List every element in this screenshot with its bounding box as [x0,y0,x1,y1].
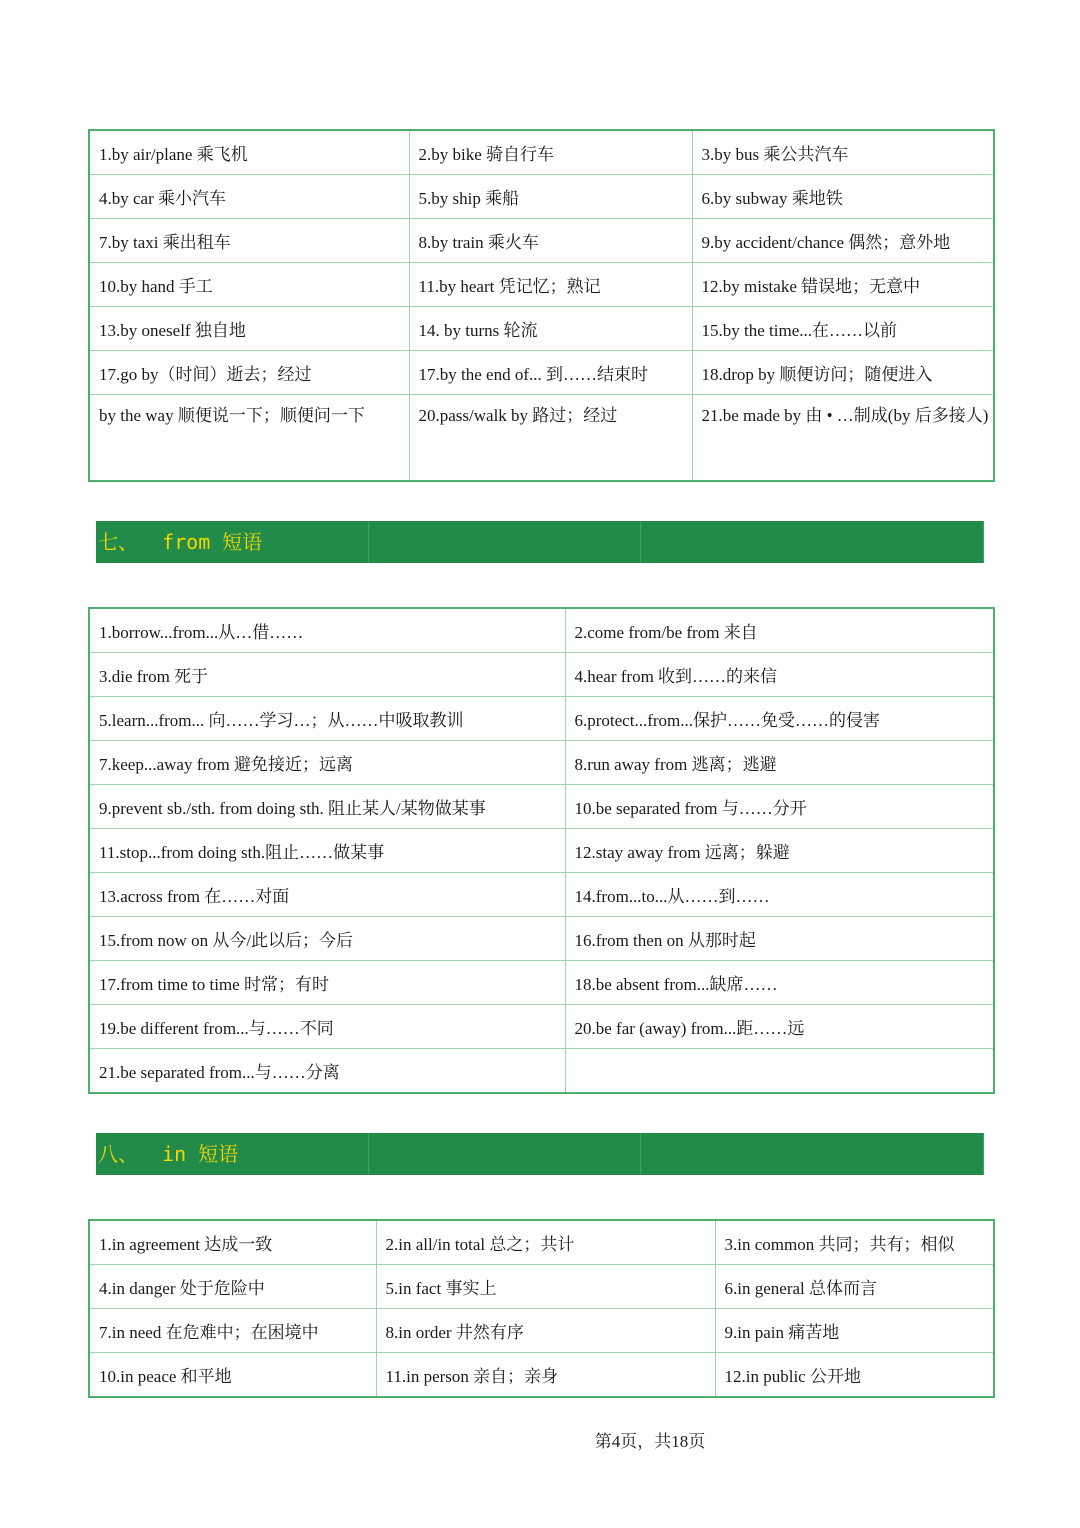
table-row [89,395,994,482]
table-cell: 1.by air/plane 乘飞机 [89,130,409,175]
table-row [89,1049,994,1094]
table-cell: 6.in general 总体而言 [715,1265,994,1309]
table-cell: 1.in agreement 达成一致 [89,1220,376,1265]
table-row [89,219,994,263]
table-cell: 2.by bike 骑自行车 [409,130,692,175]
table-row [89,917,994,961]
table-cell: 3.in common 共同；共有；相似 [715,1220,994,1265]
section-header-in [96,1133,984,1175]
table-row [89,130,994,175]
table-cell: 1.borrow...from...从…借…… [89,608,565,653]
table-row [89,697,994,741]
table-cell: 17.go by（时间）逝去；经过 [89,351,409,395]
table-cell: 5.in fact 事实上 [376,1265,715,1309]
table-cell: 13.across from 在……对面 [89,873,565,917]
table-cell: 10.be separated from 与……分开 [565,785,994,829]
table-cell: 20.be far (away) from...距……远 [565,1005,994,1049]
table-cell: 7.keep...away from 避免接近；远离 [89,741,565,785]
table-cell: 18.drop by 顺便访问；随便进入 [692,351,994,395]
table-cell: 4.by car 乘小汽车 [89,175,409,219]
table-cell: 11.stop...from doing sth.阻止……做某事 [89,829,565,873]
section-title-in: 八、 in 短语 [98,1142,239,1166]
table-cell: 14. by turns 轮流 [409,307,692,351]
table-cell: 12.by mistake 错误地；无意中 [692,263,994,307]
table-row [89,351,994,395]
table-cell: 15.by the time...在……以前 [692,307,994,351]
by-phrases-table [88,129,995,482]
section-header-from [96,521,984,563]
table-cell: 17.from time to time 时常；有时 [89,961,565,1005]
table-row [89,1265,994,1309]
table-cell: 5.by ship 乘船 [409,175,692,219]
table-cell: 4.hear from 收到……的来信 [565,653,994,697]
table-cell: 12.stay away from 远离；躲避 [565,829,994,873]
table-cell: 2.in all/in total 总之；共计 [376,1220,715,1265]
table-row [89,1309,994,1353]
table-row [89,741,994,785]
table-cell: by the way 顺便说一下；顺便问一下 [89,395,409,482]
table-cell: 2.come from/be from 来自 [565,608,994,653]
table-row [89,608,994,653]
section-title-from: 七、 from 短语 [98,530,263,554]
table-row [89,175,994,219]
table-cell: 8.in order 井然有序 [376,1309,715,1353]
table-cell: 10.by hand 手工 [89,263,409,307]
table-row [89,1353,994,1398]
table-row [89,785,994,829]
table-cell: 21.be made by 由 • …制成(by 后多接人) [692,395,994,482]
table-cell: 7.in need 在危难中；在困境中 [89,1309,376,1353]
table-cell: 8.run away from 逃离；逃避 [565,741,994,785]
table-cell: 3.by bus 乘公共汽车 [692,130,994,175]
table-row [89,873,994,917]
table-cell: 21.be separated from...与……分离 [89,1049,565,1094]
table-cell: 8.by train 乘火车 [409,219,692,263]
table-cell: 9.by accident/chance 偶然；意外地 [692,219,994,263]
table-cell: 9.prevent sb./sth. from doing sth. 阻止某人/某物做某事 [89,785,565,829]
table-cell: 11.by heart 凭记忆；熟记 [409,263,692,307]
from-phrases-table [88,607,995,1094]
table-row [89,307,994,351]
table-cell: 7.by taxi 乘出租车 [89,219,409,263]
page-footer: 第4页，共18页 [594,1432,706,1451]
table-cell: 10.in peace 和平地 [89,1353,376,1398]
table-cell: 16.from then on 从那时起 [565,917,994,961]
table-row [89,1005,994,1049]
table-cell: 18.be absent from...缺席…… [565,961,994,1005]
table-cell: 6.by subway 乘地铁 [692,175,994,219]
table-cell: 19.be different from...与……不同 [89,1005,565,1049]
table-row [89,1220,994,1265]
table-row [89,653,994,697]
table-cell: 15.from now on 从今/此以后；今后 [89,917,565,961]
table-cell [565,1049,994,1094]
table-cell: 6.protect...from...保护……免受……的侵害 [565,697,994,741]
table-row [89,263,994,307]
in-phrases-table [88,1219,995,1398]
table-cell: 13.by oneself 独自地 [89,307,409,351]
table-row [89,961,994,1005]
table-row [89,829,994,873]
table-cell: 3.die from 死于 [89,653,565,697]
table-cell: 11.in person 亲自；亲身 [376,1353,715,1398]
table-cell: 5.learn...from... 向……学习…；从……中吸取教训 [89,697,565,741]
table-cell: 20.pass/walk by 路过；经过 [409,395,692,482]
table-cell: 12.in public 公开地 [715,1353,994,1398]
table-cell: 14.from...to...从……到…… [565,873,994,917]
table-cell: 9.in pain 痛苦地 [715,1309,994,1353]
table-cell: 4.in danger 处于危险中 [89,1265,376,1309]
table-cell: 17.by the end of... 到……结束时 [409,351,692,395]
